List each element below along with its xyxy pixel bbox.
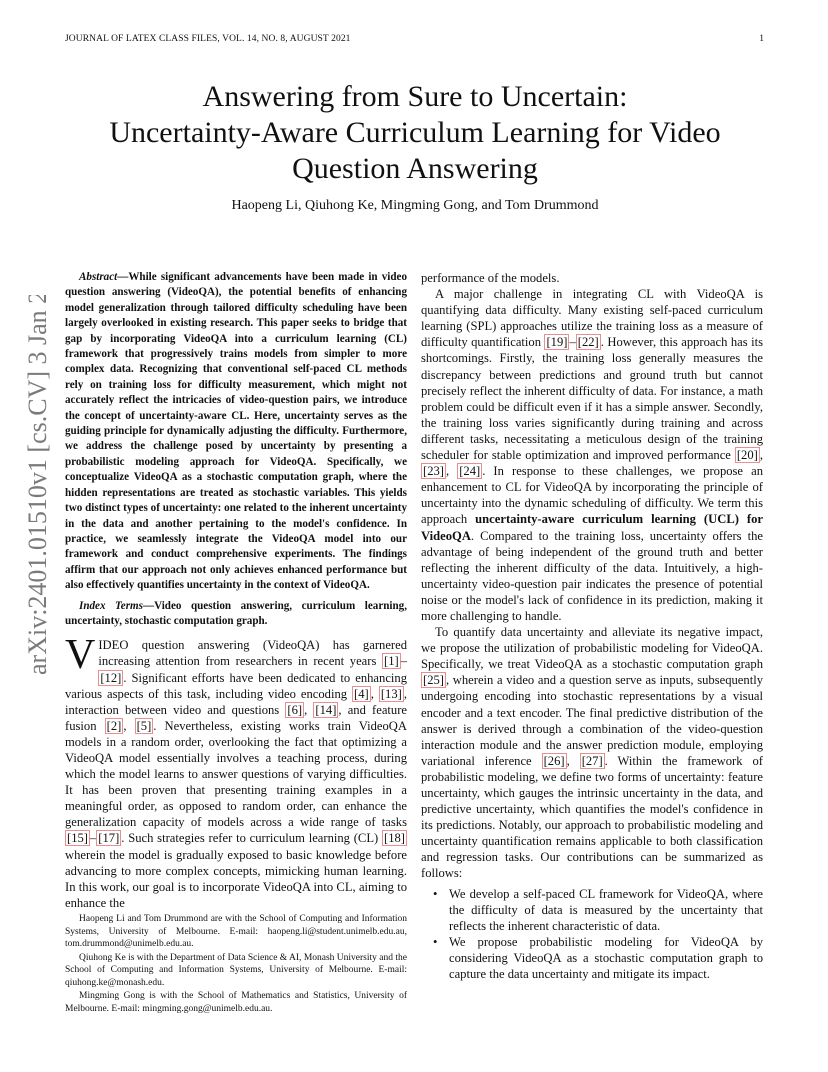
abstract <box>65 270 407 594</box>
text-run: wherein the model is gradually exposed to basic knowledge before advancing to more complex concepts, mimicking human learning. In this work, our goal is to incorporate VideoQA into CL, aiming to enhance the <box>65 847 407 910</box>
text-run: – <box>400 654 407 669</box>
abstract-text: While significant advancements have been made in video question answering (VideoQA), the potential benefits of enhancing model generalization through tailored difficulty scheduling have been largely overlooked in existing research. This paper seeks to bridge that gap by incorporating VideoQA into a curriculum learning (CL) framework that progressively trains models from simpler to more complex data. Recognizing that conventional self-paced CL methods rely on training loss for difficulty measurement, which might not accurately reflect the intricacies of video-question pairs, we introduce the concept of uncertainty-aware CL. Here, uncertainty serves as the guiding principle for dynamically adjusting the difficulty. Furthermore, we address the challenge posed by uncertainty by presenting a probabilistic modeling approach for VideoQA. Specifically, we conceptualize VideoQA as a stochastic computation graph, where the hidden representations are treated as stochastic variables. This yields two distinct types of uncertainty: one related to the inherent uncertainty in the data and another pertaining to the model's confidence. In practice, we seamlessly integrate the VideoQA model into our framework and conduct comprehensive experiments. The findings affirm that our approach not only achieves enhanced performance but also effectively quantifies uncertainty in the context of VideoQA. <box>65 271 407 592</box>
paragraph <box>421 624 763 882</box>
contributions-list <box>421 886 763 983</box>
citation-link[interactable]: [2] <box>106 718 122 733</box>
right-column <box>421 270 763 982</box>
index-terms <box>65 599 407 630</box>
abstract-dash: — <box>117 271 129 283</box>
bold-term: uncertainty-aware curriculum learning (UCL) for VideoQA <box>421 512 763 543</box>
index-terms-label: Index Terms <box>79 599 143 612</box>
citation-link[interactable]: [24] <box>459 464 481 479</box>
index-terms-dash: — <box>143 599 155 612</box>
citation-link[interactable]: [26] <box>543 753 565 768</box>
text-run: . However, this approach has its shortcomings. Firstly, the training loss generally measures the discrepancy between predictions and ground truth but cannot precisely reflect the inherent difficulty of data. For instance, a math problem could be difficult even if it has a simple answer. Secondly, the training loss varies significantly during training and across different tasks, necessitating a meticulous design of the training scheduler for stable optimization and improved performance <box>421 335 763 463</box>
text-run: , <box>370 686 379 701</box>
text-run: – <box>89 831 97 846</box>
arxiv-sidebar-id <box>22 295 52 675</box>
citation-link[interactable]: [19] <box>546 335 568 350</box>
list-item <box>433 886 763 934</box>
paper-title <box>65 79 765 187</box>
list-item-text: We propose probabilistic modeling for VideoQA by considering VideoQA as a stochastic computation graph to capture the data uncertainty and mitigate its impact. <box>449 934 763 982</box>
citation-link[interactable]: [15] <box>67 831 88 846</box>
text-run: . Nevertheless, existing works train VideoQA models in a random order, overlooking the fact that optimizing a VideoQA model essentially involves a teaching process, during which the model learns to answer questions of varying difficulties. It has been proven that presenting training examples in a meaningful order, as opposed to random order, can enhance the generalization capacity of models across a wide range of tasks <box>65 718 407 830</box>
title-line-1: Answering from Sure to Uncertain: <box>202 80 628 113</box>
citation-link[interactable]: [6] <box>287 702 303 717</box>
bullet-icon: • <box>433 934 438 949</box>
list-item-text: We develop a self-paced CL framework for VideoQA, where the difficulty of data is measured by the uncertainty that reflects the inherent characteristic of data. <box>449 886 763 933</box>
title-line-3: Question Answering <box>292 152 538 185</box>
citation-link[interactable]: [27] <box>581 753 603 768</box>
paragraph: performance of the models. <box>421 271 560 285</box>
citation-link[interactable]: [13] <box>380 686 402 701</box>
text-run: A major challenge in integrating CL with VideoQA is quantifying data difficulty. Many existing self-paced curriculum learning (SPL) approaches utilize the training loss as a measure of difficulty quantification <box>421 287 763 350</box>
footnote: Haopeng Li and Tom Drummond are with the School of Computing and Information Systems, University of Melbourne. E-mail: haopeng.li@student.unimelb.edu.au, tom.drummond@unimelb.edu.au. <box>65 914 407 949</box>
text-run: , wherein a video and a question serve as inputs, subsequently undergoing encoding into stochastic representations by a visual encoder and a text encoder. The final predictive distribution of the answer is derived through a combination of the video-question interaction module and the answer prediction module, employing variational inference <box>421 673 763 768</box>
author-list: Haopeng Li, Qiuhong Ke, Mingming Gong, and Tom Drummond <box>231 198 599 213</box>
text-run: . In response to these challenges, we propose an enhancement to CL for VideoQA by incorporating the principle of uncertainty into the dynamic scheduling of difficulty. We term this approach <box>421 464 763 527</box>
citation-link[interactable]: [12] <box>100 670 122 685</box>
text-run: To quantify data uncertainty and alleviate its negative impact, we propose the utilization of probabilistic modeling for VideoQA. Specifically, we treat VideoQA as a stochastic computation graph <box>421 625 763 672</box>
text-run: , interaction between video and questions <box>65 686 407 717</box>
citation-link[interactable]: [17] <box>98 831 120 846</box>
intro-smallcaps: IDEO <box>98 638 129 653</box>
footnotes <box>65 913 407 1016</box>
page-number: 1 <box>759 34 764 44</box>
citation-link[interactable]: [14] <box>315 702 337 717</box>
citation-link[interactable]: [18] <box>384 831 405 846</box>
drop-cap: V <box>65 632 96 679</box>
footnote: Mingming Gong is with the School of Mathematics and Statistics, University of Melbourne. E-mail: mingming.gong@unimelb.edu.au. <box>65 991 407 1014</box>
intro-paragraph <box>65 632 408 911</box>
running-header: JOURNAL OF LATEX CLASS FILES, VOL. 14, NO. 8, AUGUST 2021 <box>65 34 351 44</box>
text-run: . Compared to the training loss, uncertainty offers the advantage of being independent of the ground truth and better reflecting the inherent difficulty of the data. Intuitively, a high-uncertainty video-question pair indicates the presence of potential noise or the model's lack of confidence in its prediction, making it more challenging to handle. <box>421 528 763 623</box>
citation-link[interactable]: [22] <box>577 335 599 350</box>
text-run: , <box>566 753 580 768</box>
paragraph <box>421 286 763 624</box>
text-run: , <box>304 702 314 717</box>
text-run: – <box>569 335 576 350</box>
text-run: . Significant efforts have been dedicated to enhancing various aspects of this task, including video encoding <box>65 670 407 701</box>
citation-link[interactable]: [5] <box>136 718 152 733</box>
index-terms-text: Video question answering, curriculum learning, uncertainty, stochastic computation graph. <box>65 599 407 627</box>
left-column <box>65 270 407 911</box>
text-run: , <box>759 448 763 463</box>
abstract-label: Abstract <box>79 271 118 283</box>
text-run: , <box>123 718 135 733</box>
citation-link[interactable]: [23] <box>423 464 444 479</box>
arxiv-id-text: arXiv:2401.01510v1 [cs.CV] 3 Jan 2024 <box>23 295 52 675</box>
text-run: . Within the framework of probabilistic modeling, we define two forms of uncertainty: feature uncertainty, which gauges the intrinsic uncertainty in the data, and predictive uncertainty, which quantifies the model's confidence in its predictions. Notably, our approach to probabilistic modeling and uncertainty quantification remains applicable to both classification and regression tasks. Our contributions can be summarized as follows: <box>421 753 763 881</box>
text-run: . Such strategies refer to curriculum learning (CL) <box>121 831 383 846</box>
citation-link[interactable]: [25] <box>423 673 444 688</box>
citation-link[interactable]: [4] <box>354 686 369 701</box>
citation-link[interactable]: [1] <box>384 654 399 669</box>
footnote: Qiuhong Ke is with the Department of Data Science & AI, Monash University and the School of Computing and Information Systems, University of Melbourne. E-mail: qiuhong.ke@monash.edu. <box>65 952 407 988</box>
text-run: question answering (VideoQA) has garnered increasing attention from researchers in recent years <box>98 638 407 669</box>
title-line-2: Uncertainty-Aware Curriculum Learning for Video <box>109 116 721 149</box>
text-run: , <box>445 464 458 479</box>
bullet-icon: • <box>433 886 438 901</box>
citation-link[interactable]: [20] <box>736 448 758 463</box>
text-run: , and feature fusion <box>65 702 408 733</box>
list-item <box>433 934 763 982</box>
